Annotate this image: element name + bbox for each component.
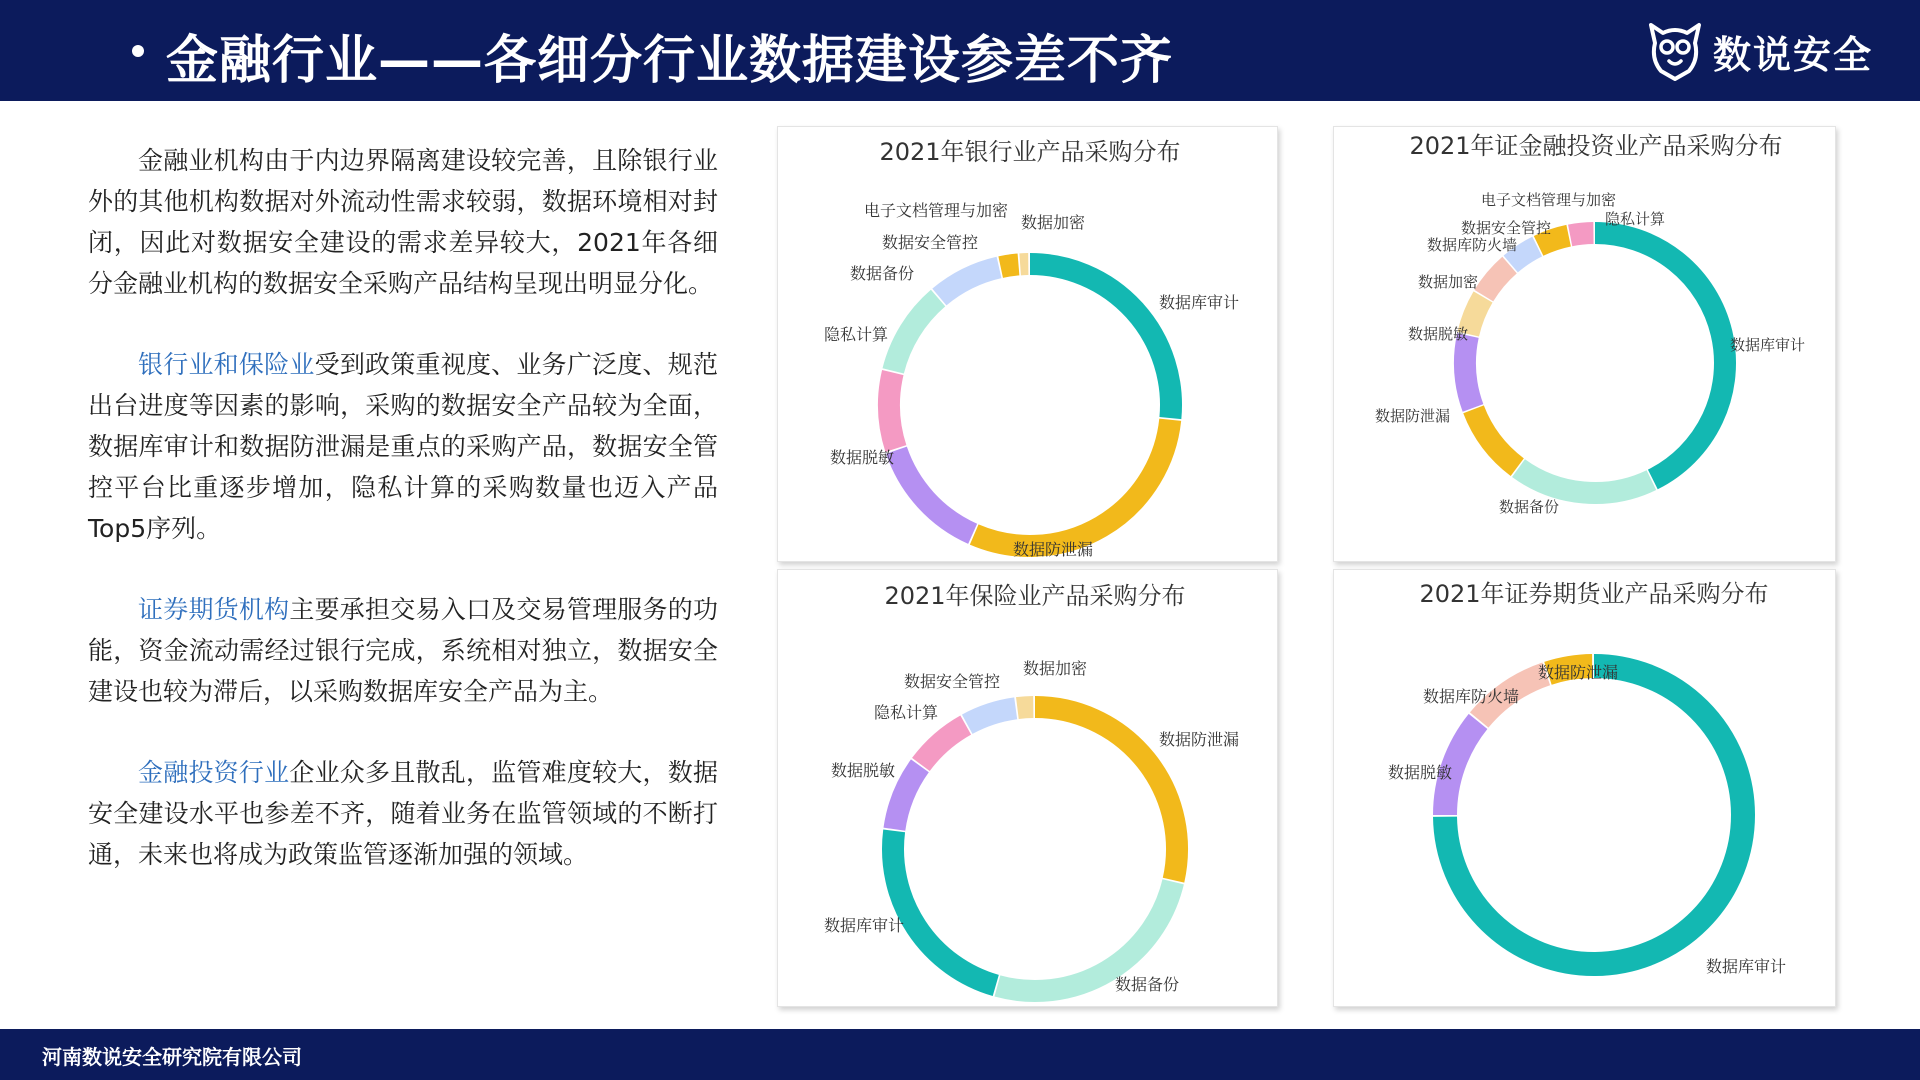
- slice-label: 数据脱敏: [829, 448, 894, 467]
- chart-panel-investment: [1333, 126, 1836, 562]
- paragraph-body: 主要承担交易入口及交易管理服务的功能，资金流动需经过银行完成，系统相对独立，数据安全建设也较为滞后，以采购数据库安全产品为主。: [88, 595, 718, 706]
- donut-slice: [889, 373, 896, 449]
- chart-title: 2021年证券期货业产品采购分布: [1419, 580, 1769, 608]
- donut-slice: [1539, 236, 1569, 246]
- brand-name: 数说安全: [1713, 32, 1874, 77]
- donut-slice: [974, 420, 1170, 546]
- donut-slice: [1519, 468, 1652, 493]
- donut-slice: [1465, 336, 1473, 408]
- slice-label: 数据脱敏: [1407, 325, 1468, 343]
- slice-label: 电子文档管理与加密: [1480, 191, 1616, 209]
- donut-slice: [1035, 707, 1177, 880]
- chart-panel-securities: [1333, 569, 1836, 1007]
- donut-slice: [967, 708, 1015, 724]
- donut-slice: [1484, 265, 1510, 296]
- footer-organization: 河南数说安全研究院有限公司: [42, 1045, 302, 1069]
- header-bar: [0, 0, 1920, 101]
- slice-label: 隐私计算: [823, 325, 888, 344]
- paragraph-body: 金融业机构由于内边界隔离建设较完善，且除银行业外的其他机构数据对外流动性需求较弱，数据环境相对封闭，因此对数据安全建设的需求差异较大，2021年各细分金融业机构的数据安全采购产品结构呈现出明显分化。: [88, 146, 719, 298]
- slice-label: 数据库防火墙: [1426, 236, 1517, 254]
- slice-label: 数据防泄漏: [1537, 663, 1619, 682]
- paragraph-highlight: 银行业和保险业: [138, 350, 315, 379]
- slice-label: 数据库审计: [1159, 293, 1240, 312]
- donut-slice: [1001, 264, 1019, 267]
- page-title: 金融行业——各细分行业数据建设参差不齐: [166, 31, 1174, 91]
- paragraph-securities: [88, 589, 718, 712]
- slice-label: 隐私计算: [873, 703, 938, 722]
- slice-label: 数据安全管控: [903, 672, 1000, 691]
- donut-chart-bank: [778, 127, 1277, 561]
- slice-label: 数据库审计: [1706, 957, 1787, 976]
- brand-logo: [1645, 16, 1873, 86]
- slice-label: 数据备份: [1498, 498, 1560, 516]
- donut-chart-insurance: [778, 570, 1277, 1006]
- owl-logo-icon: [1645, 19, 1705, 83]
- slice-label: 数据备份: [1114, 975, 1180, 994]
- donut-slice: [1030, 264, 1171, 418]
- paragraph-body: 受到政策重视度、业务广泛度、规范出台进度等因素的影响，采购的数据安全产品较为全面，数据库审计和数据防泄漏是重点的采购产品，数据安全管控平台比重逐步增加，隐私计算的采购数量也迈入产品Top5序列。: [88, 350, 718, 543]
- donut-slice: [896, 450, 972, 534]
- paragraph-highlight: 证券期货机构: [138, 595, 290, 624]
- slice-label: 数据加密: [1417, 273, 1478, 291]
- donut-slice: [1570, 233, 1593, 235]
- slice-label: 数据库审计: [1730, 336, 1806, 354]
- donut-slice: [894, 766, 920, 829]
- slice-label: 数据加密: [1021, 213, 1086, 232]
- donut-slice: [939, 267, 999, 297]
- donut-slice: [1474, 409, 1518, 467]
- slice-label: 数据加密: [1023, 659, 1088, 678]
- paragraph-bank-insurance: [88, 344, 718, 549]
- donut-slice: [1595, 233, 1725, 479]
- slice-label: 数据备份: [849, 264, 914, 283]
- chart-title: 2021年证金融投资业产品采购分布: [1409, 132, 1783, 160]
- paragraph-investment: [88, 752, 718, 875]
- donut-slice: [893, 298, 938, 371]
- paragraph-body: 企业众多且散乱，监管难度较大，数据安全建设水平也参差不齐，随着业务在监管领域的不断打通，未来也将成为政策监管逐渐加强的领域。: [88, 758, 718, 869]
- slice-label: 隐私计算: [1605, 210, 1666, 228]
- slice-label: 数据防泄漏: [1374, 407, 1450, 425]
- donut-slice: [893, 831, 996, 986]
- chart-panel-insurance: [777, 569, 1278, 1007]
- title-bullet: [132, 45, 144, 57]
- slice-label: 数据防泄漏: [1012, 540, 1094, 559]
- paragraph-highlight: 金融投资行业: [138, 758, 290, 787]
- donut-slice: [1017, 707, 1033, 708]
- donut-slice: [921, 725, 966, 764]
- slice-label: 数据防泄漏: [1159, 730, 1240, 749]
- slice-label: 数据脱敏: [830, 761, 895, 780]
- slice-label: 数据脱敏: [1387, 763, 1452, 782]
- slice-label: 数据安全管控: [881, 233, 978, 252]
- donut-chart-securities: [1334, 570, 1835, 1006]
- slice-label: 数据安全管控: [1460, 219, 1551, 237]
- slice-label: 数据库防火墙: [1422, 687, 1519, 706]
- slice-label: 电子文档管理与加密: [863, 201, 1008, 220]
- donut-slice: [1468, 297, 1483, 334]
- footer-bar: [0, 1029, 1920, 1080]
- chart-panel-bank: [777, 126, 1278, 562]
- text-column: [88, 140, 718, 915]
- slice-label: 数据库审计: [823, 916, 904, 935]
- chart-title: 2021年保险业产品采购分布: [884, 582, 1186, 610]
- donut-chart-investment: [1334, 127, 1835, 561]
- chart-title: 2021年银行业产品采购分布: [879, 138, 1181, 166]
- paragraph-overview: [88, 140, 718, 304]
